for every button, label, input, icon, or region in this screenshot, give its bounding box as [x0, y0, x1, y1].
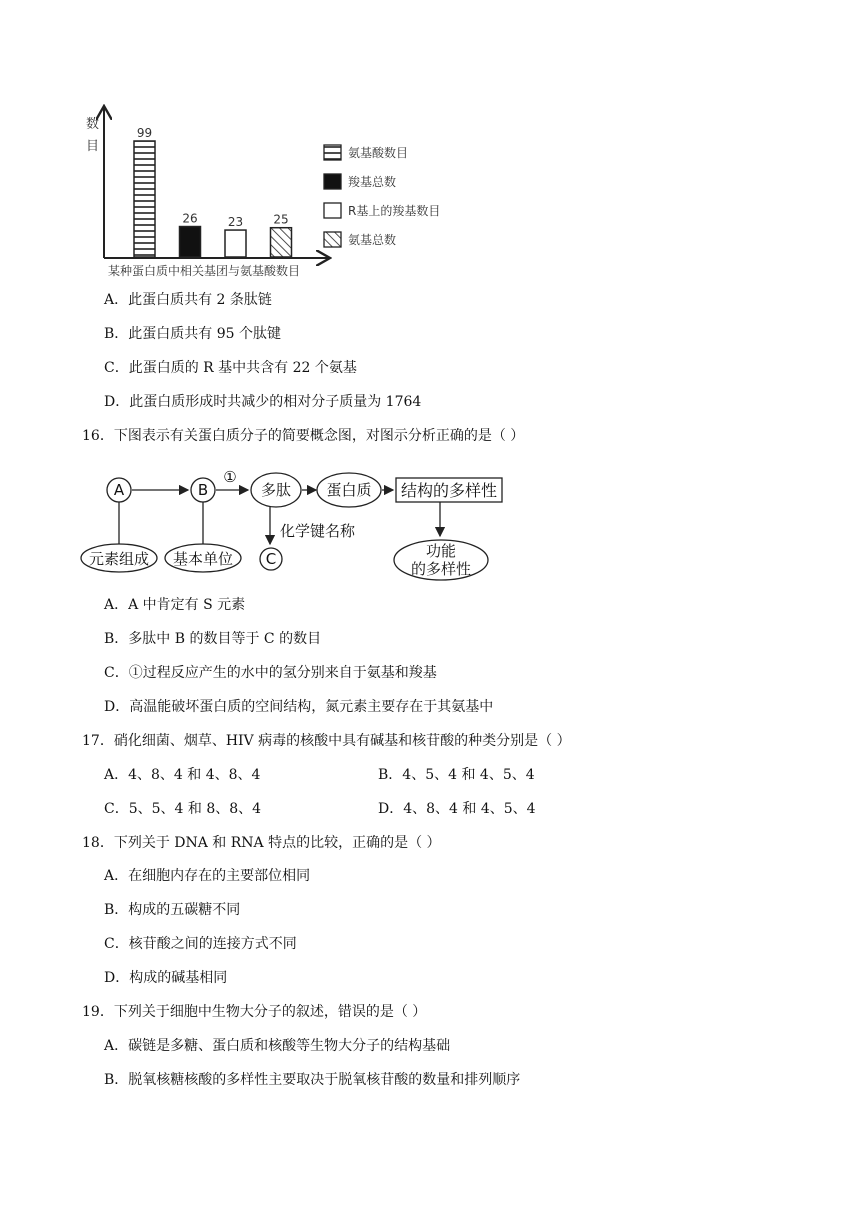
- bar-4: [271, 228, 292, 257]
- protein-label: 蛋白质: [326, 481, 372, 499]
- bar-3: [225, 230, 246, 257]
- function-diversity-label-1: 功能: [425, 542, 457, 560]
- q17-option-c: C．5、5、4 和 8、8、4: [104, 801, 262, 817]
- basic-unit-label: 基本单位: [172, 550, 234, 568]
- bond-name-label: 化学键名称: [280, 522, 356, 540]
- q19-option-b: B．脱氧核糖核酸的多样性主要取决于脱氧核苷酸的数量和排列顺序: [104, 1072, 521, 1088]
- q16-stem: 16．下图表示有关蛋白质分子的简要概念图，对图示分析正确的是（ ）: [82, 428, 525, 444]
- bar-value-label-1: 99: [136, 126, 153, 140]
- q16-option-d: D．高温能破坏蛋白质的空间结构，氮元素主要存在于其氨基中: [104, 699, 494, 715]
- legend-label-3: R基上的羧基数目: [348, 204, 441, 218]
- q18-option-d: D．构成的碱基相同: [104, 970, 228, 986]
- legend-swatch-1: [324, 145, 341, 160]
- step-1-label: ①: [223, 468, 237, 486]
- q17-stem: 17．硝化细菌、烟草、HIV 病毒的核酸中具有碱基和核苷酸的种类分别是（ ）: [82, 733, 571, 749]
- q16-option-b: B．多肽中 B 的数目等于 C 的数目: [104, 631, 322, 647]
- bar-value-label-3: 23: [227, 215, 244, 230]
- q18-option-a: A．在细胞内存在的主要部位相同: [104, 868, 311, 884]
- x-axis-label: 某种蛋白质中相关基团与氨基酸数目: [108, 264, 301, 278]
- bar-value-label-2: 26: [182, 211, 198, 226]
- legend-label-4: 氨基总数: [348, 233, 397, 247]
- structure-diversity-label: 结构的多样性: [400, 481, 498, 500]
- q15-option-a: A．此蛋白质共有 2 条肽链: [104, 292, 272, 308]
- q15-option-b: B．此蛋白质共有 95 个肽键: [104, 326, 282, 342]
- function-diversity-label-2: 的多样性: [410, 560, 472, 578]
- q19-option-a: A．碳链是多糖、蛋白质和核酸等生物大分子的结构基础: [104, 1038, 451, 1054]
- q18-option-c: C．核苷酸之间的连接方式不同: [104, 936, 297, 952]
- legend-swatch-4: [324, 232, 341, 247]
- node-b-label: B: [197, 481, 209, 499]
- legend-label-2: 羧基总数: [348, 175, 397, 189]
- amino-acid-bar-chart: [0, 0, 860, 290]
- y-axis-label-2: 目: [86, 139, 100, 154]
- q17-option-a: A．4、8、4 和 4、8、4: [104, 767, 261, 783]
- element-composition-label: 元素组成: [88, 550, 150, 568]
- bar-value-label-4: 25: [273, 212, 289, 227]
- q15-option-c: C．此蛋白质的 R 基中共含有 22 个氨基: [104, 360, 357, 376]
- legend-swatch-3: [324, 203, 341, 218]
- q16-option-c: C．①过程反应产生的水中的氢分别来自于氨基和羧基: [104, 665, 437, 681]
- q18-stem: 18．下列关于 DNA 和 RNA 特点的比较，正确的是（ ）: [82, 835, 441, 851]
- q16-option-a: A．A 中肯定有 S 元素: [104, 597, 246, 613]
- legend-label-1: 氨基酸数目: [348, 146, 409, 160]
- protein-concept-diagram: [0, 460, 860, 590]
- q17-option-b: B．4、5、4 和 4、5、4: [378, 767, 535, 783]
- bar-2: [180, 227, 201, 257]
- y-axis-label-1: 数: [86, 117, 100, 132]
- q19-stem: 19．下列关于细胞中生物大分子的叙述，错误的是（ ）: [82, 1004, 427, 1020]
- legend-swatch-2: [324, 174, 341, 189]
- q17-option-d: D．4、8、4 和 4、5、4: [378, 801, 536, 817]
- q15-option-d: D．此蛋白质形成时共减少的相对分子质量为 1764: [104, 394, 422, 410]
- bar-1: [134, 141, 155, 257]
- node-a-label: A: [113, 481, 125, 499]
- node-c-label: C: [265, 550, 277, 568]
- polypeptide-label: 多肽: [260, 481, 292, 499]
- q18-option-b: B．构成的五碳糖不同: [104, 902, 241, 918]
